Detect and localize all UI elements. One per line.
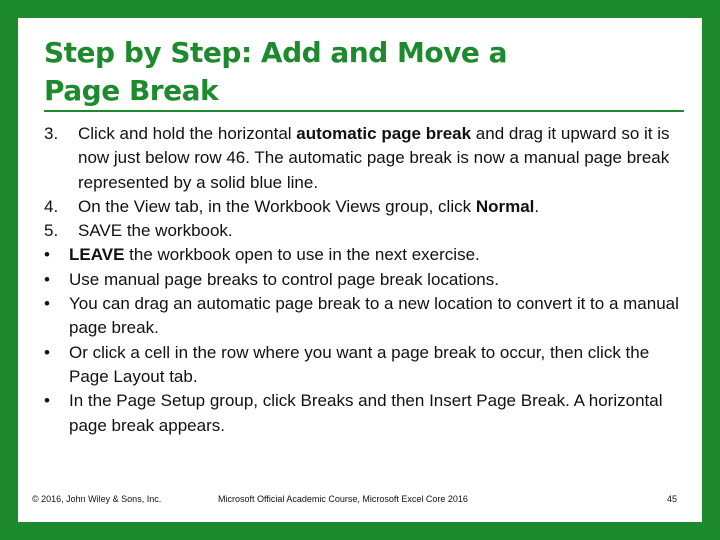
footer-copyright: © 2016, John Wiley & Sons, Inc. <box>32 494 162 504</box>
step-text: SAVE the workbook. <box>78 221 233 241</box>
step-text: On the View tab, in the Workbook Views group, click Normal. <box>78 196 540 216</box>
step-number: 3. <box>44 124 59 143</box>
step-item <box>44 219 684 243</box>
slide <box>18 18 702 522</box>
bullet-marker: • <box>44 269 50 289</box>
slide-body <box>44 122 684 438</box>
footer-course: Microsoft Official Academic Course, Microsoft Excel Core 2016 <box>218 494 468 504</box>
step-text: Click and hold the horizontal automatic page break and drag it upward so it is now just below row 46. The automatic page break is now a manual page break represented by a solid blue line. <box>78 124 670 192</box>
bullet-marker: • <box>44 342 50 362</box>
bullet-marker: • <box>44 391 50 411</box>
step-number: 4. <box>44 196 59 216</box>
bullet-text: Use manual page breaks to control page break locations. <box>69 269 499 289</box>
step-item <box>44 122 684 195</box>
bullet-item <box>44 243 684 267</box>
bullet-text: You can drag an automatic page break to a new location to convert it to a manual page break. <box>69 294 679 338</box>
bullet-marker: • <box>44 294 50 314</box>
footer-page-number: 45 <box>667 494 678 504</box>
step-item <box>44 195 684 219</box>
bullet-item <box>44 341 684 390</box>
title-line-1: Step by Step: Add and Move a <box>44 36 508 69</box>
bullet-item <box>44 268 684 292</box>
bullet-text: In the Page Setup group, click Breaks and then Insert Page Break. A horizontal page break appears. <box>69 391 663 435</box>
slide-title <box>44 34 644 110</box>
title-divider <box>44 110 684 112</box>
bullet-marker: • <box>44 245 50 265</box>
bullet-item <box>44 292 684 341</box>
bullet-text: LEAVE the workbook open to use in the next exercise. <box>69 245 480 265</box>
bullet-text: Or click a cell in the row where you want a page break to occur, then click the Page Layout tab. <box>69 342 650 386</box>
title-line-2: Page Break <box>44 74 219 107</box>
bullet-item <box>44 389 684 438</box>
step-number: 5. <box>44 221 59 241</box>
